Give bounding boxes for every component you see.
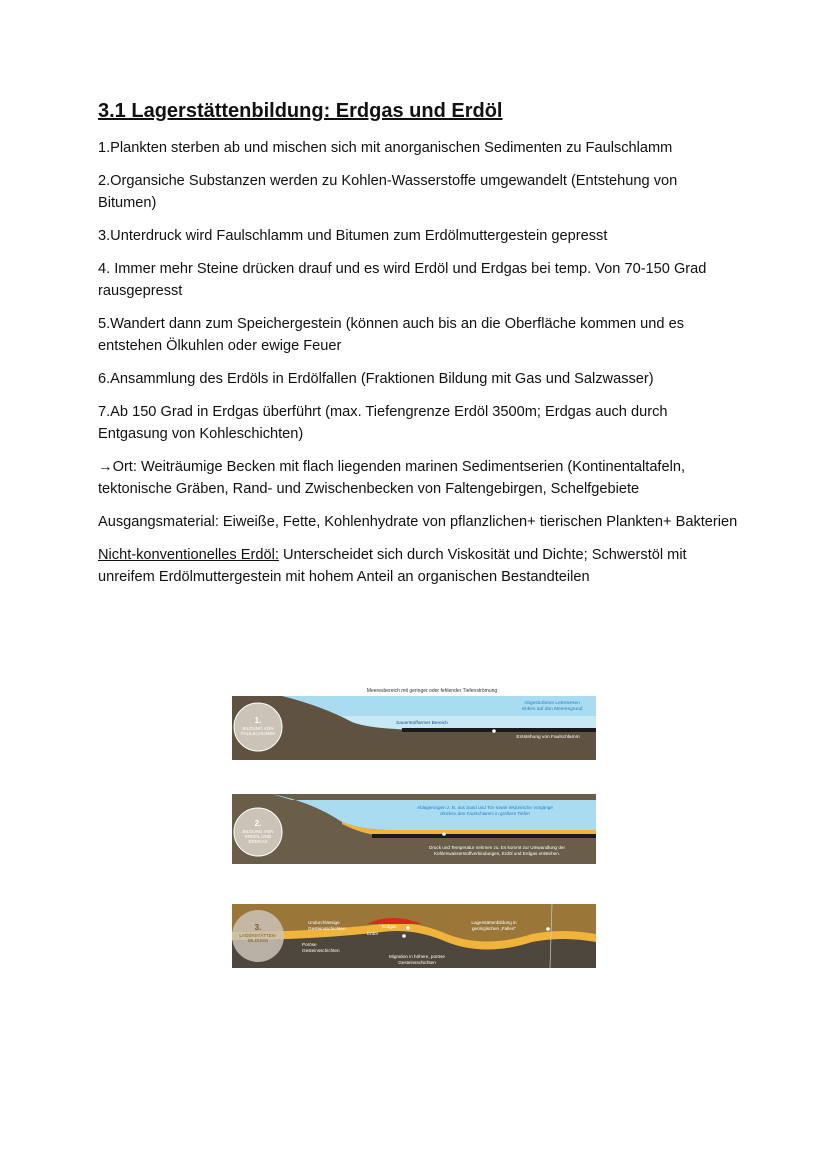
document-body <box>98 100 738 599</box>
panel2-pressure-1: Druck und Temperatur nehmen zu. Es kommt zur Umwandlung der <box>429 845 565 850</box>
paragraph-step-6: 6.Ansammlung des Erdöls in Erdölfallen (Fraktionen Bildung mit Gas und Salzwasser) <box>98 371 654 387</box>
panel2-number: 2. <box>254 819 262 828</box>
panel1-oxygen-label: Sauerstoffarmer Bereich <box>396 721 448 726</box>
panel3-title-1: LAGERSTÄTTEN- <box>239 933 277 938</box>
panel3-gas-label: Erdgas <box>382 924 397 929</box>
panel2-title-2: ERDÖL UND <box>244 834 272 839</box>
paragraph-step-4: 4. Immer mehr Steine drücken drauf und es wird Erdöl und Erdgas bei temp. Von 70-150 Grad rausgepresst <box>98 261 707 299</box>
nonconventional-text: Unterscheidet sich durch Viskosität und Dichte; Schwerstöl mit unreifem Erdölmuttergestein mit hohem Anteil an organischen Bestandteilen <box>98 547 687 585</box>
panel1-number: 1. <box>254 716 262 725</box>
panel3-impermeable-1: Undurchlässige <box>308 920 340 925</box>
panel2-title-1: BILDUNG VON <box>242 829 274 834</box>
panel3-impermeable-2: Gesteinsschichten <box>308 926 346 931</box>
panel2-pressure-2: Kohlenwasserstoffverbindungen, Erdöl und Erdgas entstehen. <box>433 851 561 856</box>
paragraph-location: →Ort: Weiträumige Becken mit flach liegenden marinen Sedimentserien (Kontinentaltafeln, tektonische Gräben, Rand- und Zwischenbecken von Faltengebirgen, Schelfgebiete <box>98 459 686 497</box>
page-title: 3.1 Lagerstättenbildung: Erdgas und Erdöl <box>98 100 503 122</box>
paragraph-step-2: 2.Organsiche Substanzen werden zu Kohlen-Wasserstoffe umgewandelt (Entstehung von Bitumen) <box>98 173 678 211</box>
panel3-migration-1: Migration in höhere, poröse <box>389 954 445 959</box>
panel2-title-3: ERDGAS <box>248 839 268 844</box>
diagram-panel-2 <box>232 794 596 864</box>
nonconventional-label: Nicht-konventionelles Erdöl: <box>98 547 279 563</box>
paragraph-step-1: 1.Plankten sterben ab und mischen sich mit anorganischen Sedimenten zu Faulschlamm <box>98 140 673 156</box>
diagram-panel-3 <box>232 904 596 968</box>
panel3-trap-1: Lagerstättenbildung in <box>471 920 517 925</box>
panel3-oil-label: Erdöl <box>367 931 378 936</box>
panel3-porous-1: Poröse <box>302 942 317 947</box>
diagram-panel-1 <box>232 686 596 762</box>
panel3-number: 3. <box>254 923 262 932</box>
panel1-origin-label: Entstehung von Faulschlamm <box>516 735 580 740</box>
paragraph-source-material: Ausgangsmaterial: Eiweiße, Fette, Kohlenhydrate von pflanzlichen+ tierischen Plankten+ Bakterien <box>98 514 738 530</box>
panel2-deposit-2: drücken den Faulschlamm in größere Tiefen <box>440 811 530 816</box>
panel1-top-label: Meeresbereich mit geringer oder fehlender Tiefenströmung <box>366 688 498 694</box>
panel3-trap-2: geologischen „Fallen" <box>471 926 517 931</box>
panel3-migration-2: Gesteinsschichten <box>398 960 436 965</box>
paragraph-step-5: 5.Wandert dann zum Speichergestein (können auch bis an die Oberfläche kommen und es entstehen Ölkuhlen oder ewige Feuer <box>98 316 684 354</box>
paragraph-step-3: 3.Unterdruck wird Faulschlamm und Bitumen zum Erdölmuttergestein gepresst <box>98 228 608 244</box>
panel1-title-2: FAULSCHLAMM <box>241 731 275 736</box>
panel1-title-1: BILDUNG VON <box>242 726 274 731</box>
panel3-porous-2: Gesteinsschichten <box>302 948 340 953</box>
panel3-title-2: BILDUNG <box>247 938 269 943</box>
paragraph-nonconventional <box>98 544 738 588</box>
paragraph-step-7: 7.Ab 150 Grad in Erdgas überführt (max. Tiefengrenze Erdöl 3500m; Erdgas auch durch Entgasung von Kohleschichten) <box>98 404 668 442</box>
panel1-dead-2: sinken auf den Meeresgrund <box>521 707 583 712</box>
panel1-dead-1: Abgestorbene Lebewesen <box>524 701 580 706</box>
panel2-deposit-1: Ablagerungen z. B. aus Sand und Ton sowie tektonische Vorgänge <box>417 805 553 810</box>
